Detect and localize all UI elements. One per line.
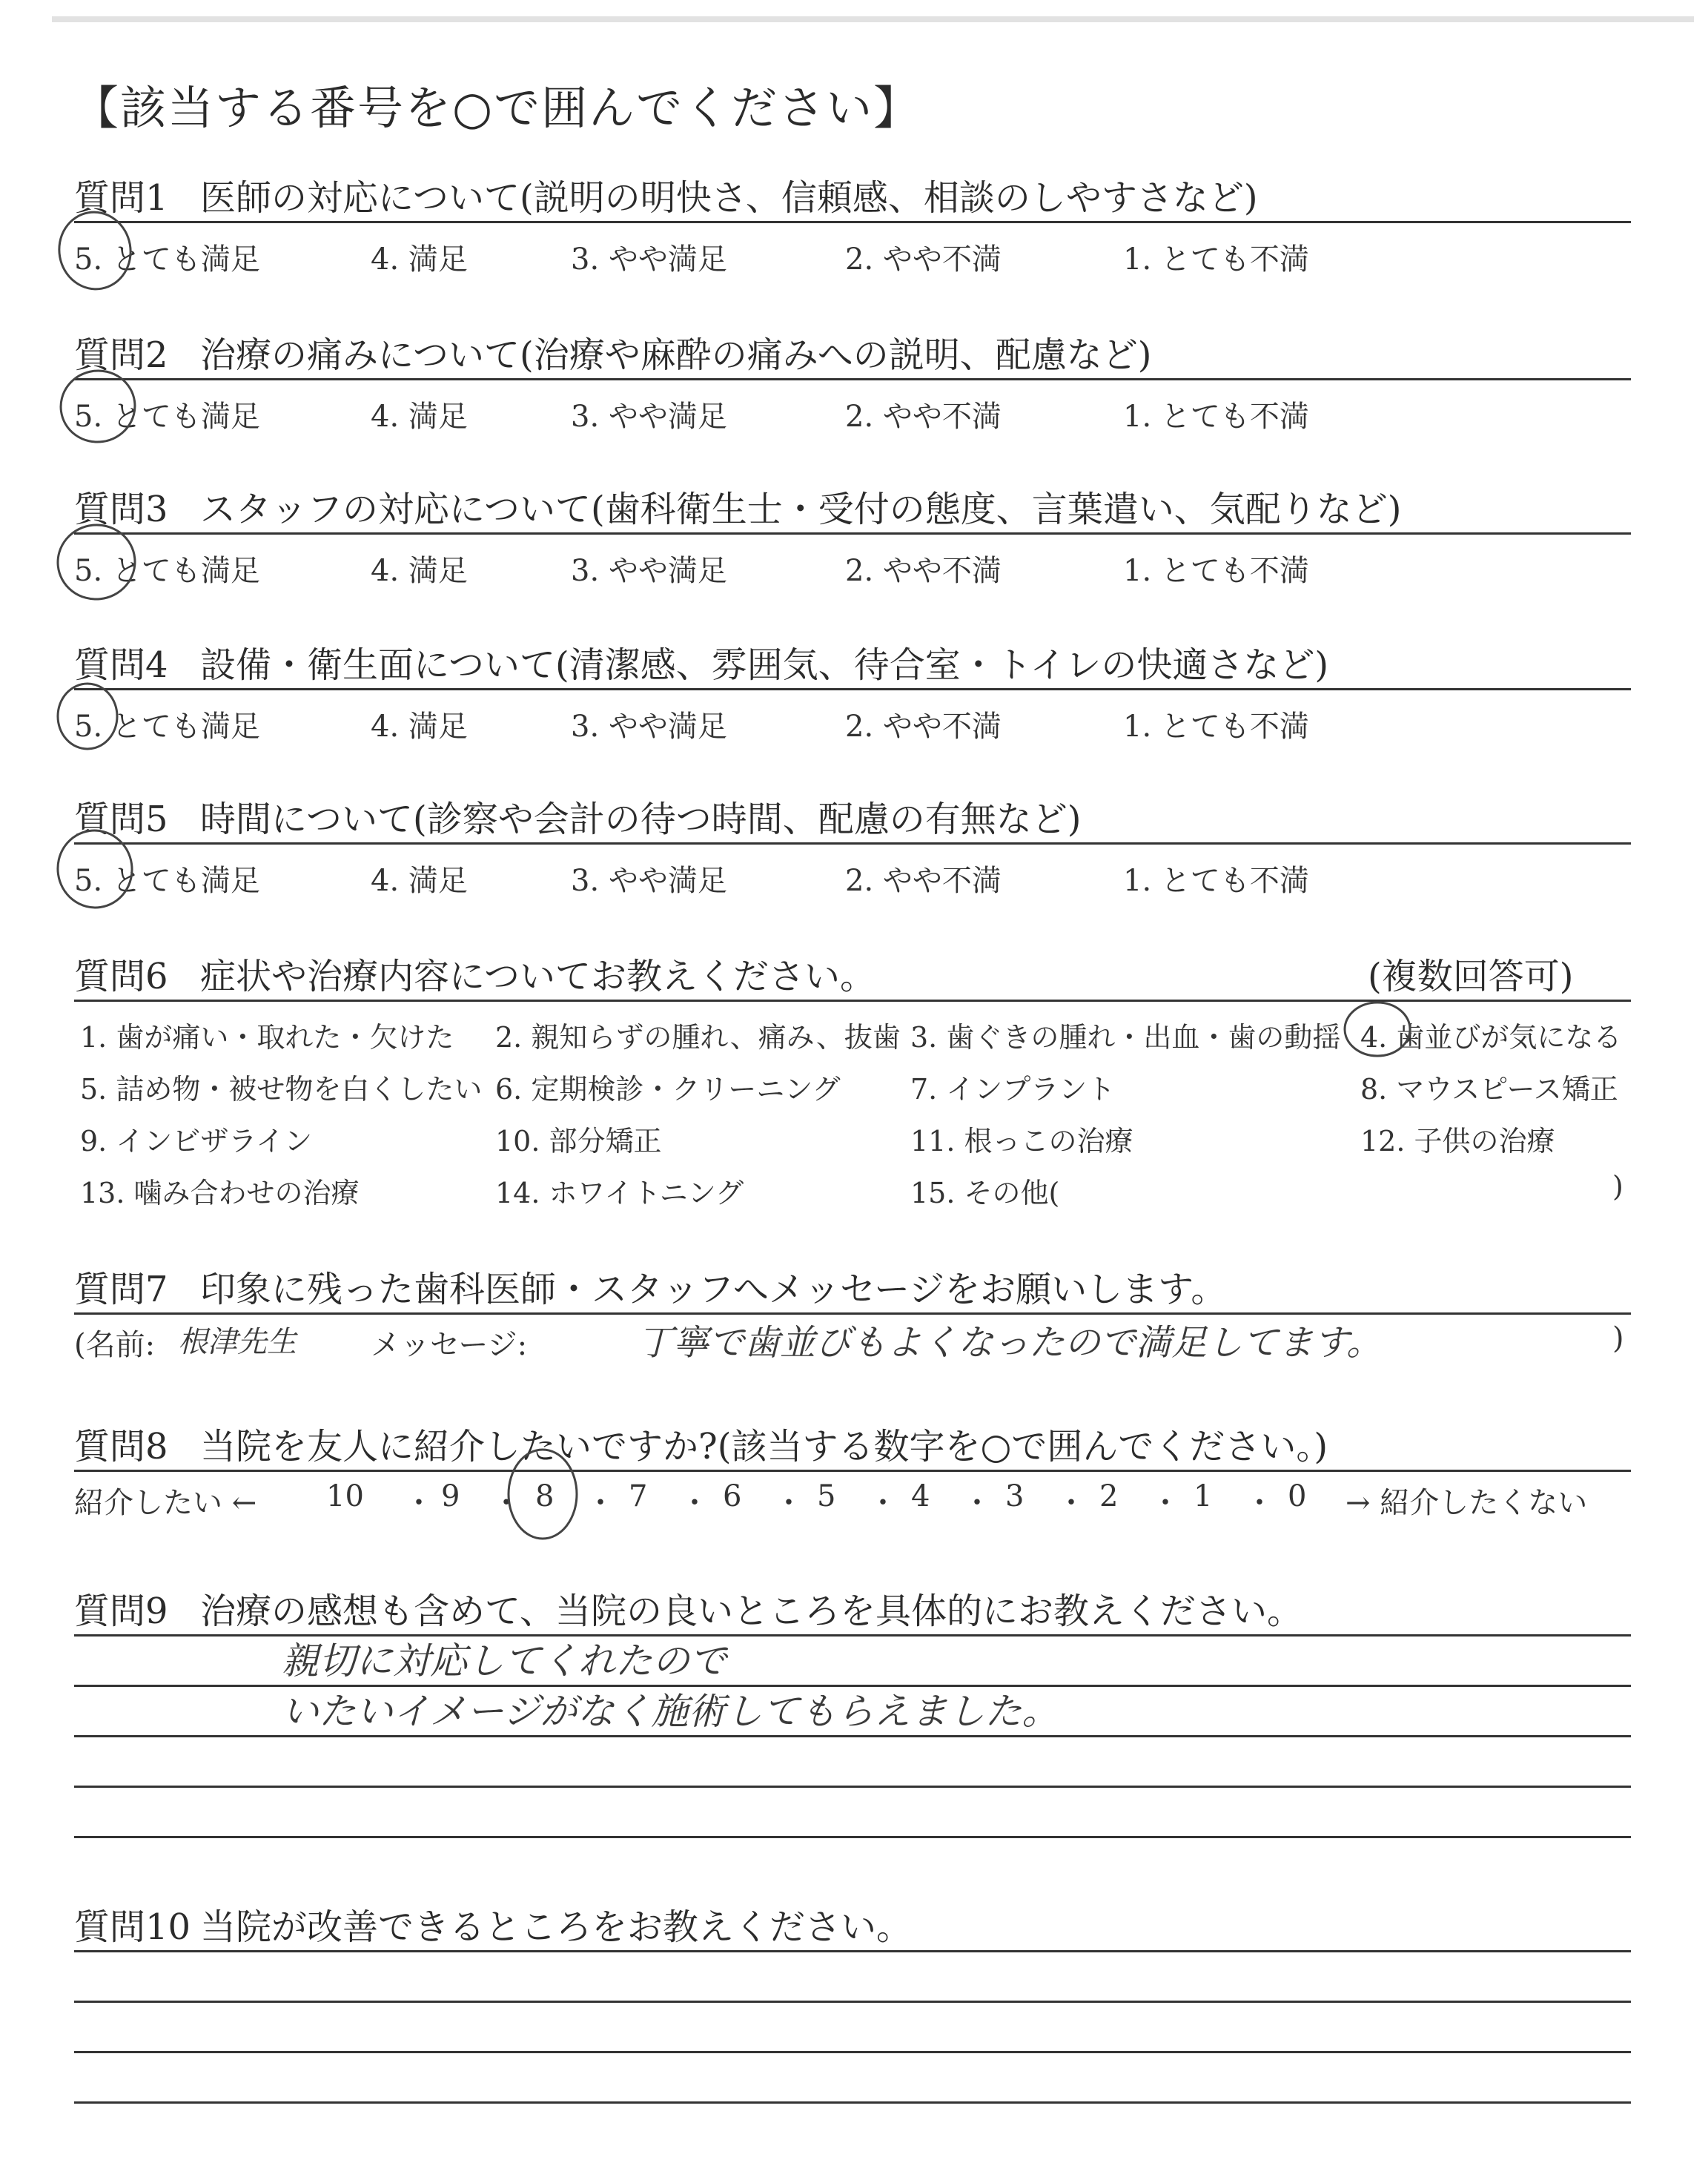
score-9[interactable]: 9: [441, 1479, 460, 1513]
multi-answer-note: (複数回答可): [1368, 956, 1574, 997]
question-text: 時間について(診察や会計の待つ時間、配慮の有無など): [200, 799, 1082, 840]
question-text: 治療の痛みについて(治療や麻酔の痛みへの説明、配慮など): [200, 334, 1152, 376]
option-4[interactable]: 4. 満足: [371, 554, 468, 588]
dot: ・: [1151, 1486, 1180, 1520]
option-3[interactable]: 3. やや満足: [571, 864, 727, 898]
dot: ・: [1245, 1486, 1274, 1520]
question-text: 治療の感想も含めて、当院の良いところを具体的にお教えください。: [200, 1591, 1303, 1632]
scan-edge: [52, 16, 1694, 22]
question-number: 質問7: [74, 1269, 168, 1310]
option-2[interactable]: 2. やや不満: [845, 400, 1002, 434]
symptom-option[interactable]: 11. 根っこの治療: [910, 1125, 1133, 1157]
symptom-option[interactable]: 1. 歯が痛い・取れた・欠けた: [80, 1021, 454, 1054]
answer-rule: [74, 1836, 1631, 1838]
symptom-option[interactable]: 12. 子供の治療: [1360, 1125, 1555, 1157]
option-3[interactable]: 3. やや満足: [571, 242, 727, 277]
option-5[interactable]: 5. とても満足: [74, 400, 260, 434]
symptom-option[interactable]: 8. マウスピース矯正: [1360, 1073, 1618, 1106]
question-number: 質問5: [74, 799, 168, 840]
symptom-option[interactable]: 6. 定期検診・クリーニング: [495, 1073, 841, 1106]
message-close-paren: ): [1612, 1321, 1624, 1355]
question-number: 質問9: [74, 1591, 168, 1632]
other-close-paren: ): [1612, 1170, 1623, 1203]
dot: ・: [680, 1486, 709, 1520]
symptom-option-other[interactable]: 15. その他(: [910, 1177, 1060, 1209]
symptom-option[interactable]: 14. ホワイトニング: [495, 1177, 744, 1209]
question-number: 質問4: [74, 644, 168, 686]
answer-rule: [74, 1786, 1631, 1788]
question-text: 医師の対応について(説明の明快さ、信頼感、相談のしやすさなど): [200, 177, 1258, 219]
symptom-option[interactable]: 2. 親知らずの腫れ、痛み、抜歯: [495, 1021, 901, 1054]
score-8-selected[interactable]: 8: [535, 1479, 555, 1513]
option-2[interactable]: 2. やや不満: [845, 864, 1002, 898]
question-text: 設備・衛生面について(清潔感、雰囲気、待合室・トイレの快適さなど): [200, 644, 1329, 686]
option-1[interactable]: 1. とても不満: [1123, 554, 1309, 588]
symptom-option[interactable]: 13. 噛み合わせの治療: [80, 1177, 360, 1209]
dot: ・: [962, 1486, 992, 1520]
question-text: 当院が改善できるところをお教えください。: [200, 1906, 913, 1948]
dot: ・: [868, 1486, 898, 1520]
dot: ・: [774, 1486, 804, 1520]
recommend-left-label: 紹介したい ←: [74, 1486, 257, 1520]
question-number: 質問10: [74, 1906, 191, 1948]
question-number: 質問8: [74, 1426, 168, 1467]
question-text: 症状や治療内容についてお教えください。: [200, 956, 876, 997]
score-0[interactable]: 0: [1288, 1479, 1307, 1513]
symptom-option[interactable]: 3. 歯ぐきの腫れ・出血・歯の動揺: [910, 1021, 1341, 1054]
answer-rule[interactable]: [74, 1950, 1631, 1952]
name-label: (名前:: [74, 1328, 156, 1362]
score-6[interactable]: 6: [723, 1479, 742, 1513]
score-5[interactable]: 5: [817, 1479, 836, 1513]
rule-line: [74, 842, 1631, 845]
option-4[interactable]: 4. 満足: [371, 864, 468, 898]
rule-line: [74, 532, 1631, 535]
question-number: 質問2: [74, 334, 168, 376]
symptom-option-selected[interactable]: 4. 歯並びが気になる: [1360, 1021, 1622, 1054]
symptom-option[interactable]: 5. 詰め物・被せ物を白くしたい: [80, 1073, 483, 1106]
option-2[interactable]: 2. やや不満: [845, 710, 1002, 744]
dot: ・: [1056, 1486, 1086, 1520]
answer-line-1[interactable]: 親切に対応してくれたので: [282, 1639, 726, 1682]
rule-line: [74, 1470, 1631, 1472]
option-5[interactable]: 5. とても満足: [74, 554, 260, 588]
option-3[interactable]: 3. やや満足: [571, 710, 727, 744]
dot: ・: [586, 1486, 615, 1520]
score-1[interactable]: 1: [1194, 1479, 1213, 1513]
option-1[interactable]: 1. とても不満: [1123, 242, 1309, 277]
recommend-right-label: → 紹介したくない: [1345, 1486, 1588, 1520]
score-4[interactable]: 4: [911, 1479, 930, 1513]
option-5[interactable]: 5. とても満足: [74, 242, 260, 277]
answer-line-2[interactable]: いたいイメージがなく施術してもらえました。: [282, 1690, 1059, 1733]
option-3[interactable]: 3. やや満足: [571, 554, 727, 588]
dot: ・: [491, 1486, 521, 1520]
option-3[interactable]: 3. やや満足: [571, 400, 727, 434]
answer-rule[interactable]: [74, 2001, 1631, 2003]
rule-line: [74, 378, 1631, 380]
dot: ・: [404, 1486, 434, 1520]
rule-line: [74, 688, 1631, 690]
question-text: 印象に残った歯科医師・スタッフへメッセージをお願いします。: [200, 1269, 1227, 1310]
score-3[interactable]: 3: [1005, 1479, 1025, 1513]
option-2[interactable]: 2. やや不満: [845, 554, 1002, 588]
symptom-option[interactable]: 10. 部分矯正: [495, 1125, 662, 1157]
question-number: 質問6: [74, 956, 168, 997]
question-text: 当院を友人に紹介したいですか?(該当する数字を○で囲んでください。): [200, 1426, 1328, 1467]
rule-line: [74, 1000, 1631, 1002]
symptom-option[interactable]: 7. インプラント: [910, 1073, 1116, 1106]
question-number: 質問1: [74, 177, 168, 219]
answer-rule[interactable]: [74, 2051, 1631, 2053]
option-4[interactable]: 4. 満足: [371, 242, 468, 277]
option-1[interactable]: 1. とても不満: [1123, 710, 1309, 744]
page-heading: 【該当する番号を○で囲んでください】: [73, 81, 921, 135]
answer-rule[interactable]: [74, 2101, 1631, 2104]
question-number: 質問3: [74, 489, 168, 530]
option-5[interactable]: 5. とても満足: [74, 864, 260, 898]
score-7[interactable]: 7: [629, 1479, 648, 1513]
message-field[interactable]: 丁寧で歯並びもよくなったので満足してます。: [638, 1322, 1383, 1364]
answer-rule: [74, 1735, 1631, 1737]
score-10[interactable]: 10: [326, 1479, 364, 1513]
symptom-option[interactable]: 9. インビザライン: [80, 1125, 313, 1157]
option-5[interactable]: 5. とても満足: [74, 710, 260, 744]
option-2[interactable]: 2. やや不満: [845, 242, 1002, 277]
option-1[interactable]: 1. とても不満: [1123, 864, 1309, 898]
message-label: メッセージ:: [371, 1328, 528, 1362]
option-4[interactable]: 4. 満足: [371, 400, 468, 434]
name-field[interactable]: 根津先生: [178, 1325, 297, 1359]
question-text: スタッフの対応について(歯科衛生士・受付の態度、言葉遣い、気配りなど): [200, 489, 1402, 530]
rule-line: [74, 221, 1631, 223]
score-2[interactable]: 2: [1099, 1479, 1119, 1513]
option-4[interactable]: 4. 満足: [371, 710, 468, 744]
option-1[interactable]: 1. とても不満: [1123, 400, 1309, 434]
